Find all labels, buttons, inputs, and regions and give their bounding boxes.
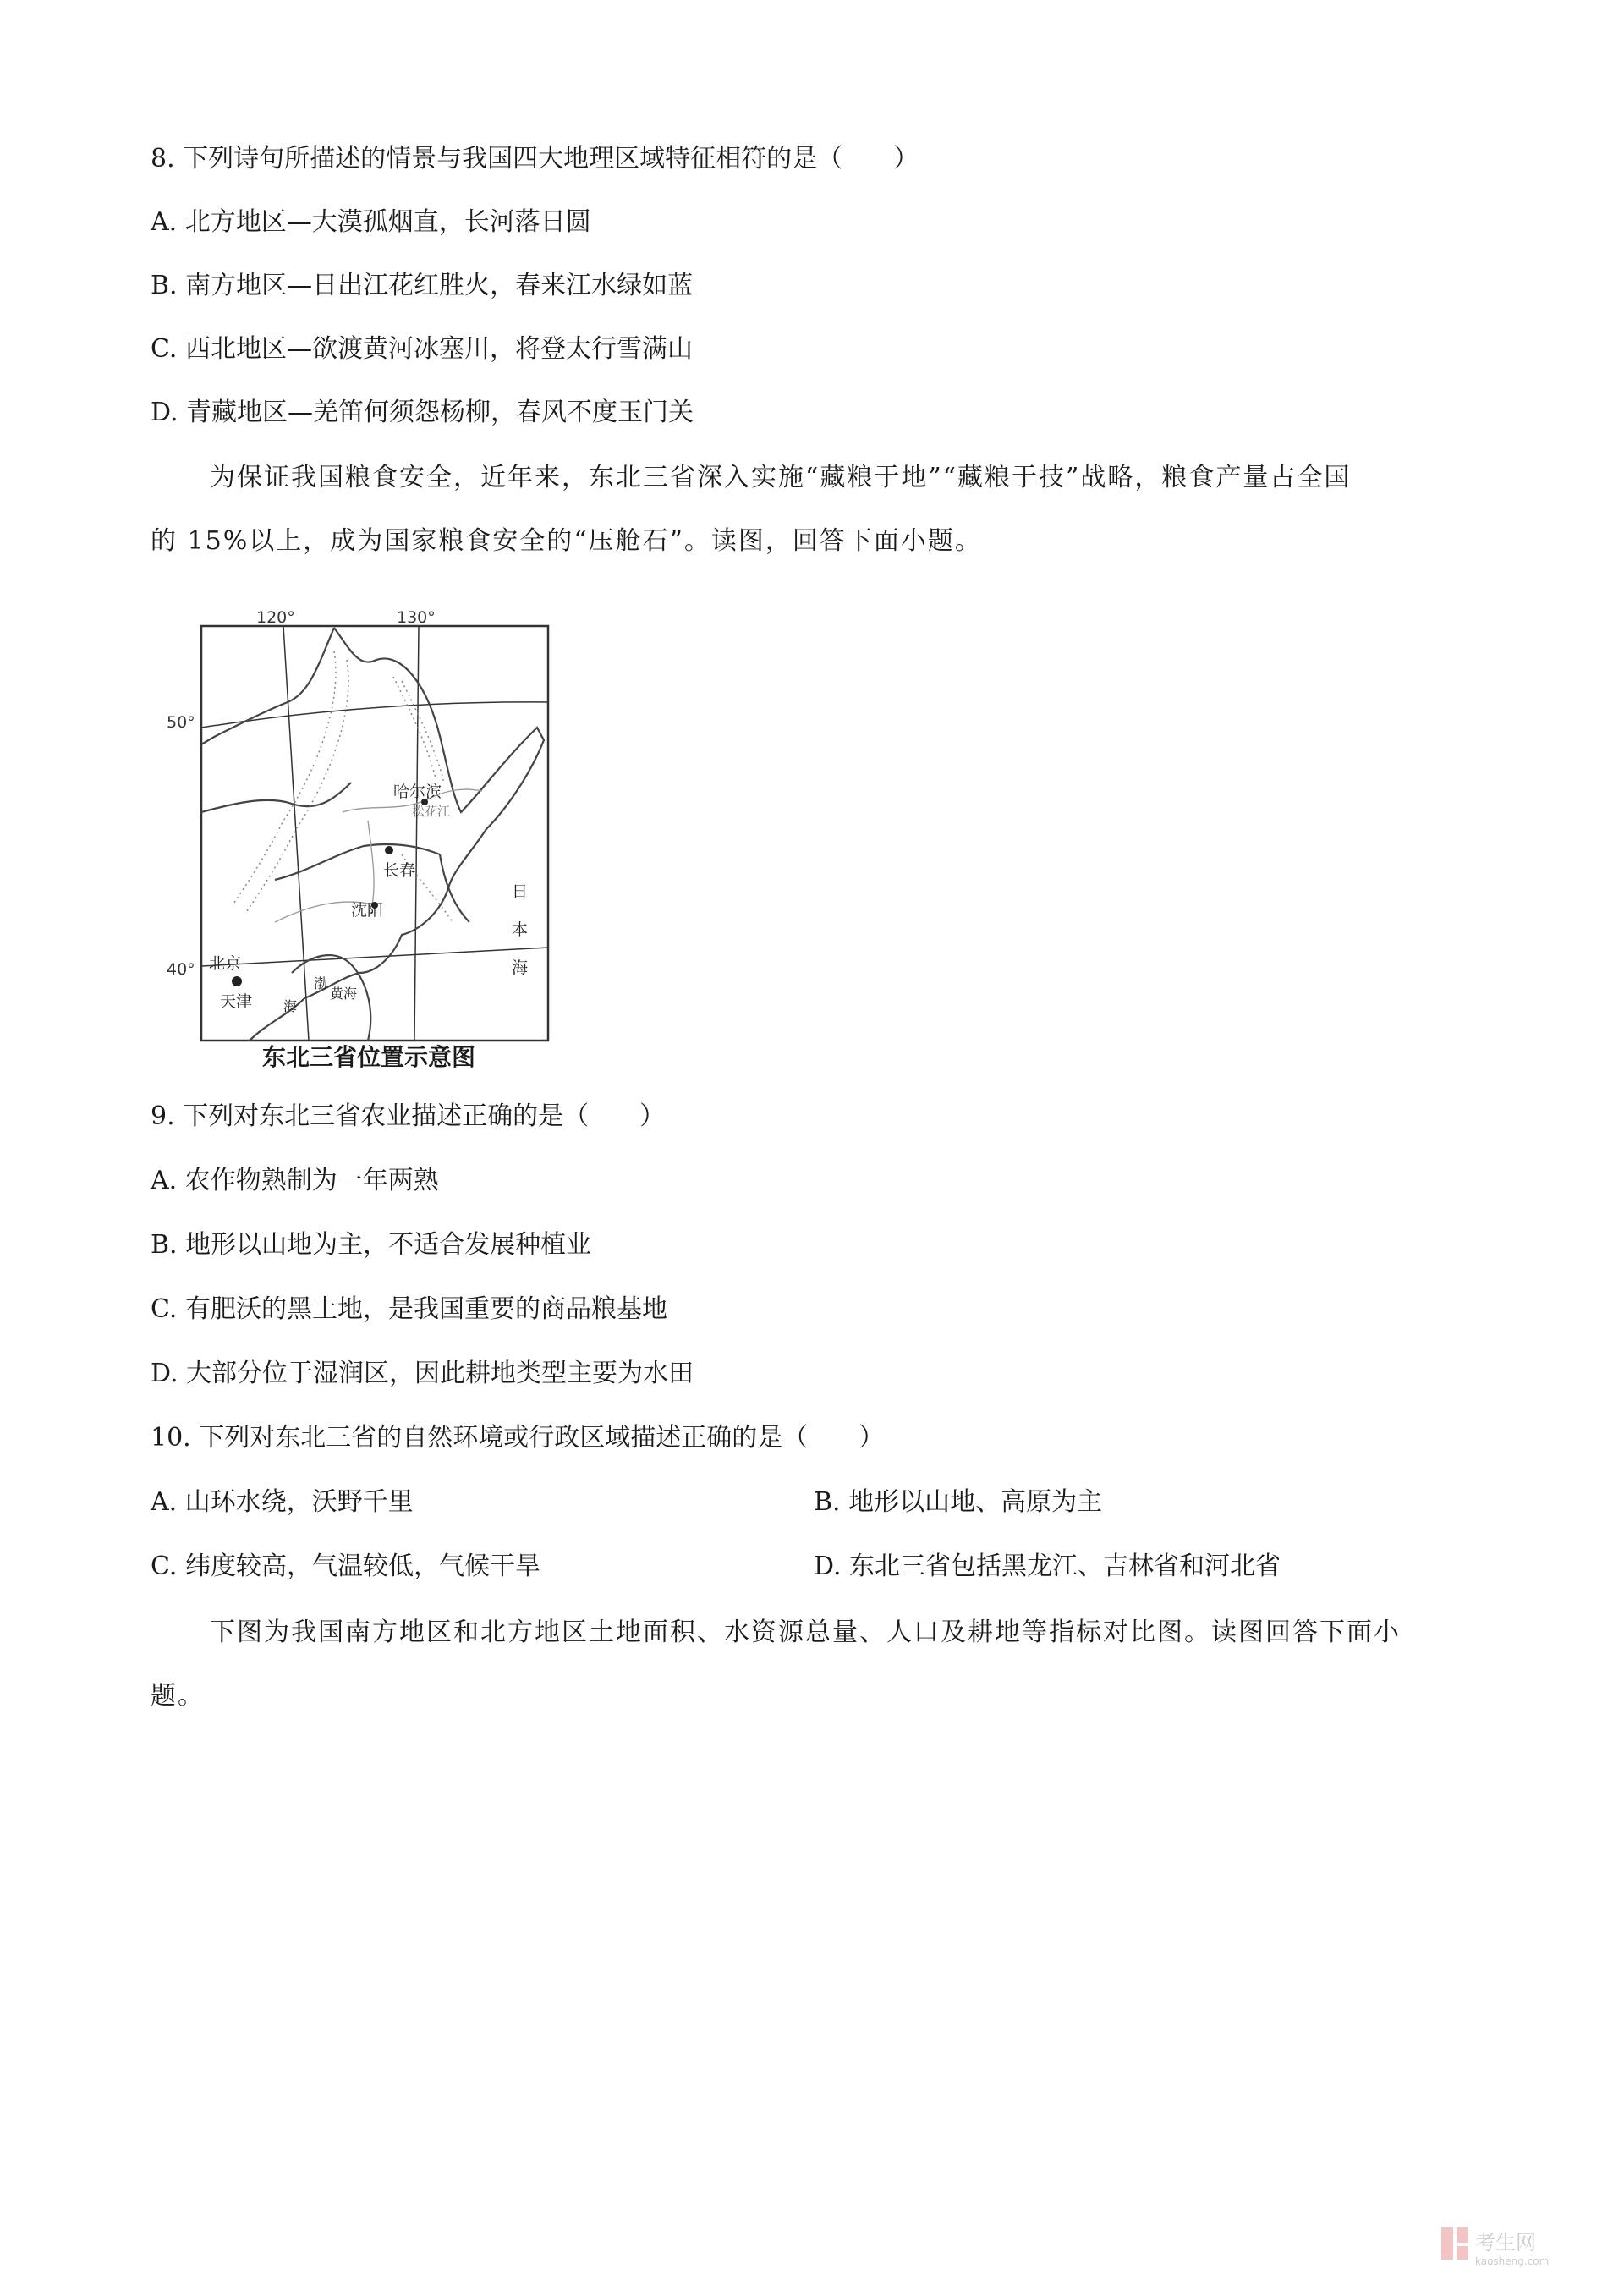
city-changchun: 长春	[383, 861, 416, 880]
intro1-line2: 的 15%以上，成为国家粮食安全的“压舱石”。读图，回答下面小题。	[151, 526, 982, 556]
site-watermark	[1438, 2221, 1607, 2275]
label-bohai-2: 海	[283, 998, 298, 1014]
intro2-line1: 下图为我国南方地区和北方地区土地面积、水资源总量、人口及耕地等指标对比图。读图回答下面小	[210, 1618, 1401, 1647]
label-sea-of-japan-1: 日	[512, 882, 529, 901]
lon-label-120: 120°	[256, 608, 295, 627]
label-yellow-sea: 黄海	[330, 986, 358, 1002]
city-harbin: 哈尔滨	[393, 783, 442, 801]
map-caption: 东北三省位置示意图	[262, 1043, 476, 1071]
lon-label-130: 130°	[397, 608, 436, 627]
label-bohai-1: 渤	[314, 975, 328, 991]
q10-option-b: B. 地形以山地、高原为主	[814, 1487, 1103, 1517]
city-shenyang: 沈阳	[351, 901, 384, 920]
q10-option-c: C. 纬度较高，气温较低，气候干旱	[151, 1552, 540, 1581]
q10-stem: 10. 下列对东北三省的自然环境或行政区域描述正确的是（ ）	[151, 1423, 885, 1453]
q8-option-a: A. 北方地区—大漠孤烟直，长河落日圆	[151, 207, 591, 237]
label-sea-of-japan-2: 本	[512, 920, 529, 939]
q9-option-c: C. 有肥沃的黑土地，是我国重要的商品粮基地	[151, 1294, 667, 1324]
label-songhua-river: 松花江	[412, 804, 451, 819]
watermark-logo-icon	[1441, 2227, 1468, 2260]
watermark-text: 考生网	[1475, 2231, 1536, 2255]
lat-label-40: 40°	[167, 960, 195, 979]
intro1-line1: 为保证我国粮食安全，近年来，东北三省深入实施“藏粮于地”“藏粮于技”战略，粮食产量占全国	[210, 463, 1352, 492]
lat-label-50: 50°	[167, 713, 195, 732]
q8-stem: 8. 下列诗句所描述的情景与我国四大地理区域特征相符的是（ ）	[151, 144, 919, 173]
q9-option-b: B. 地形以山地为主，不适合发展种植业	[151, 1230, 592, 1260]
q8-option-b: B. 南方地区—日出江花红胜火，春来江水绿如蓝	[151, 271, 694, 300]
q10-option-d: D. 东北三省包括黑龙江、吉林省和河北省	[814, 1552, 1281, 1581]
label-sea-of-japan-3: 海	[512, 958, 529, 977]
watermark-sub: kaosheng.com	[1475, 2255, 1550, 2267]
city-tianjin: 天津	[220, 992, 253, 1011]
city-beijing: 北京	[209, 954, 242, 973]
q9-option-d: D. 大部分位于湿润区，因此耕地类型主要为水田	[151, 1359, 694, 1388]
q8-option-d: D. 青藏地区—羌笛何须怨杨柳，春风不度玉门关	[151, 398, 694, 427]
q8-option-c: C. 西北地区—欲渡黄河冰塞川，将登太行雪满山	[151, 334, 693, 364]
q9-option-a: A. 农作物熟制为一年两熟	[151, 1166, 439, 1195]
intro2-line2: 题。	[151, 1681, 205, 1711]
q10-option-a: A. 山环水绕，沃野千里	[151, 1487, 414, 1517]
q9-stem: 9. 下列对东北三省农业描述正确的是（ ）	[151, 1101, 666, 1131]
northeast-map	[148, 601, 571, 1108]
